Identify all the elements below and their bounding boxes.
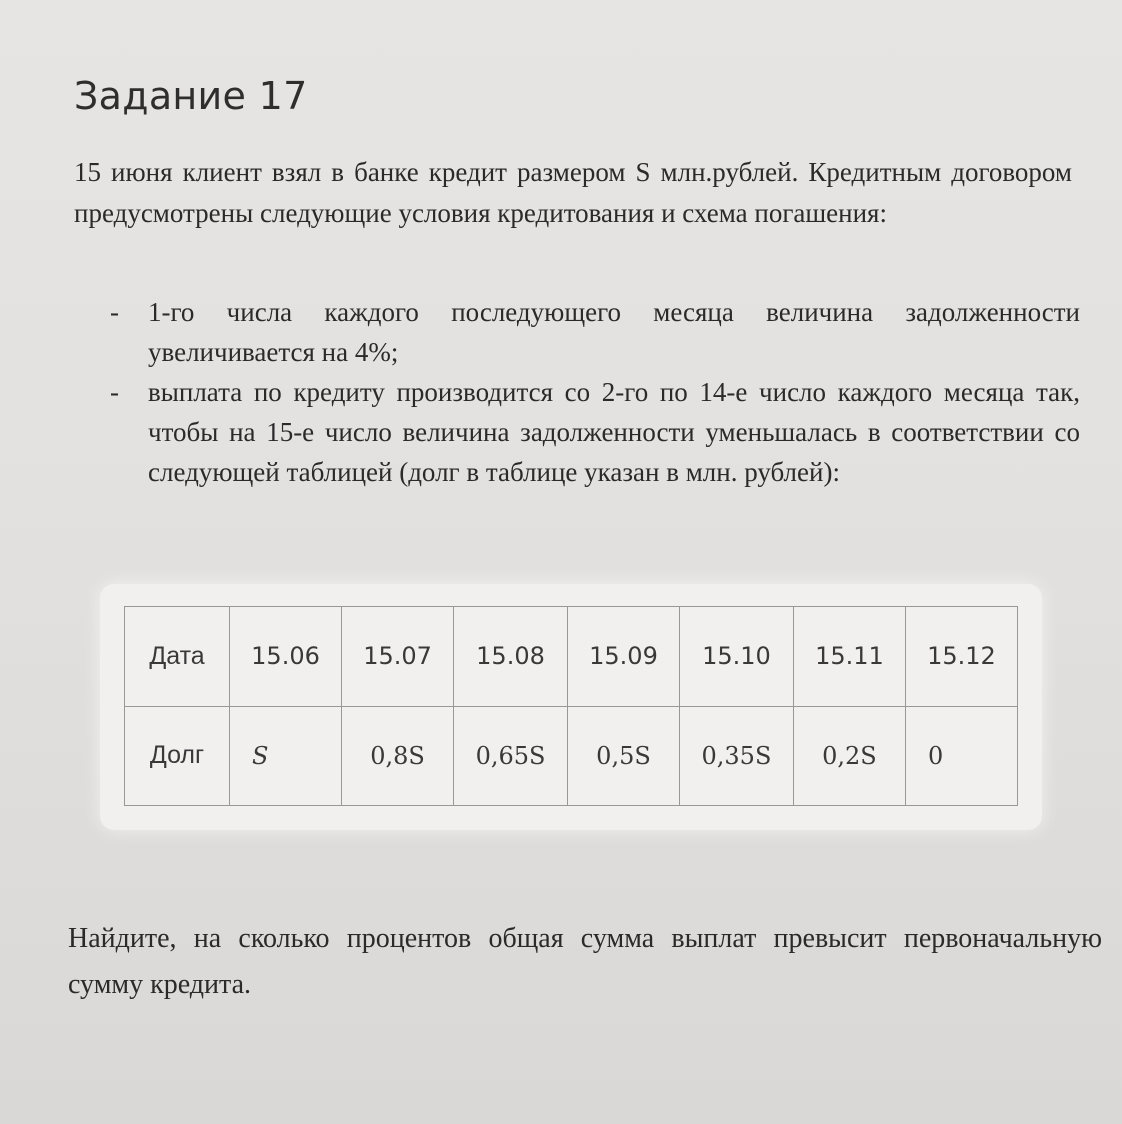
condition-text: выплата по кредиту производится со 2-го по 14-е число каждого месяца так, чтобы на 15-е число величина задолженности уменьшалась в соответствии со следующей таблицей (долг в таблице указан в млн. рублей): [148,377,1080,487]
task-title: Задание 17 [74,74,308,118]
date-cell: 15.08 [454,607,568,707]
task-intro: 15 июня клиент взял в банке кредит размером S млн.рублей. Кредитным договором предусмотрены следующие условия кредитования и схема погашения: [74,157,1072,228]
condition-item [110,292,1080,372]
row-label-date: Дата [125,607,230,707]
list-dash: - [110,297,119,327]
table-row-debts [125,706,1018,806]
debt-cell: 0 [905,706,1017,806]
debt-cell: 0,8S [342,706,454,806]
debt-cell: 0,35S [680,706,794,806]
condition-text: 1-го числа каждого последующего месяца величина задолженности увеличивается на 4%; [148,297,1080,367]
debt-cell: 0,2S [793,706,905,806]
table-row-dates [125,607,1018,707]
task-question: Найдите, на сколько процентов общая сумма выплат превысит первоначальную сумму кредита. [68,923,1102,1000]
debt-cell [230,706,342,806]
date-cell: 15.09 [567,607,679,707]
table-card [100,584,1042,830]
date-cell: 15.11 [793,607,905,707]
list-dash: - [110,377,119,407]
debt-table [124,606,1018,806]
condition-item [110,372,1080,492]
date-cell: 15.06 [230,607,342,707]
debt-cell: 0,5S [567,706,679,806]
date-cell: 15.07 [342,607,454,707]
date-cell: 15.12 [905,607,1017,707]
row-label-debt: Долг [125,706,230,806]
date-cell: 15.10 [680,607,794,707]
debt-value: S [252,741,269,770]
debt-cell: 0,65S [454,706,568,806]
